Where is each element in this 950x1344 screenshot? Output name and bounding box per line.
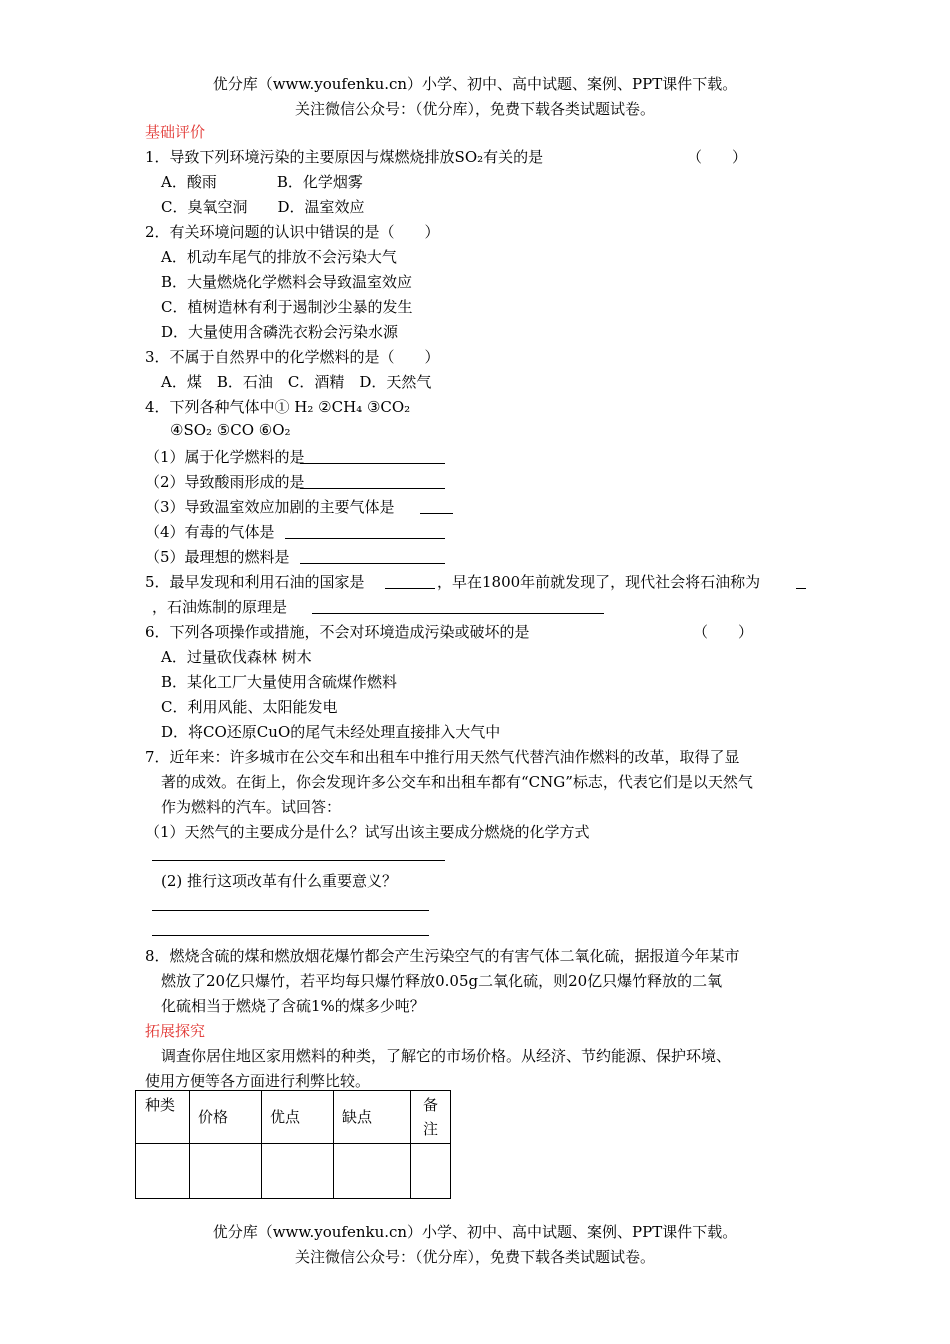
q6-option-d: D．将CO还原CuO的尾气未经处理直接排入大气中 bbox=[161, 723, 501, 741]
q8-line3: 化硫相当于燃烧了含硫1%的煤多少吨？ bbox=[161, 997, 425, 1015]
q4-sub4-blank[interactable] bbox=[285, 538, 445, 539]
q4-sub1: （1）属于化学燃料的是 bbox=[145, 448, 305, 466]
section-title-extension: 拓展探究 bbox=[145, 1022, 206, 1040]
q6-option-a: A．过量砍伐森林 树木 bbox=[161, 648, 312, 666]
q7-line1: 7．近年来：许多城市在公交车和出租车中推行用天然气代替汽油作燃料的改革，取得了显 bbox=[145, 748, 740, 766]
extension-line1: 调查你居住地区家用燃料的种类，了解它的市场价格。从经济、节约能源、保护环境、 bbox=[161, 1047, 732, 1065]
q4-stem: 4．下列各种气体中① H₂ ②CH₄ ③CO₂ bbox=[145, 398, 411, 416]
q5-blank-principle[interactable] bbox=[312, 613, 604, 614]
table-cell-price[interactable] bbox=[190, 1144, 262, 1199]
q7-sub1: （1）天然气的主要成分是什么？试写出该主要成分燃烧的化学方式 bbox=[145, 823, 590, 841]
q8-line2: 燃放了20亿只爆竹，若平均每只爆竹释放0.05g二氧化硫，则20亿只爆竹释放的二氧 bbox=[161, 972, 723, 990]
q7-sub2-blank-1[interactable] bbox=[152, 910, 429, 911]
q2-option-d: D．大量使用含磷洗衣粉会污染水源 bbox=[161, 323, 399, 341]
table-cell-type[interactable] bbox=[136, 1144, 190, 1199]
q4-sub3-blank[interactable] bbox=[420, 513, 453, 514]
q5-part3: ，石油炼制的原理是 bbox=[152, 598, 288, 616]
q4-sub2-blank[interactable] bbox=[300, 488, 445, 489]
section-title-basic: 基础评价 bbox=[145, 123, 206, 141]
header-line-2: 关注微信公众号：（优分库），免费下载各类试题试卷。 bbox=[294, 100, 655, 118]
q1-options-row2: C．臭氧空洞 D．温室效应 bbox=[161, 198, 365, 216]
table-row bbox=[136, 1144, 451, 1199]
q2-option-b: B．大量燃烧化学燃料会导致温室效应 bbox=[161, 273, 413, 291]
q5-blank-name[interactable] bbox=[796, 588, 806, 589]
q3-options: A．煤 B．石油 C．酒精 D．天然气 bbox=[161, 373, 432, 391]
q4-sub2: （2）导致酸雨形成的是 bbox=[145, 473, 305, 491]
q1-options-row1: A．酸雨 B．化学烟雾 bbox=[161, 173, 363, 191]
extension-line2: 使用方便等各方面进行利弊比较。 bbox=[145, 1072, 371, 1090]
table-header-disadvantages: 缺点 bbox=[334, 1091, 411, 1144]
q7-sub2-blank-2[interactable] bbox=[152, 935, 429, 936]
q2-option-c: C．植树造林有利于遏制沙尘暴的发生 bbox=[161, 298, 413, 316]
table-cell-advantages[interactable] bbox=[262, 1144, 334, 1199]
q5-part2: ，早在1800年前就发现了，现代社会将石油称为 bbox=[437, 573, 761, 591]
comparison-table bbox=[135, 1090, 451, 1199]
q1-stem: 1．导致下列环境污染的主要原因与煤燃烧排放SO₂有关的是 bbox=[145, 148, 544, 166]
table-header-advantages: 优点 bbox=[262, 1091, 334, 1144]
q5-part1: 5．最早发现和利用石油的国家是 bbox=[145, 573, 365, 591]
q4-sub5-blank[interactable] bbox=[300, 563, 445, 564]
q7-line3: 作为燃料的汽车。试回答： bbox=[161, 798, 342, 816]
footer-line-2: 关注微信公众号：（优分库），免费下载各类试题试卷。 bbox=[294, 1248, 655, 1266]
q4-sub1-blank[interactable] bbox=[300, 463, 445, 464]
q7-line2: 著的成效。在街上，你会发现许多公交车和出租车都有“CNG”标志，代表它们是以天然气 bbox=[161, 773, 753, 791]
q5-blank-country[interactable] bbox=[385, 588, 435, 589]
q4-sub5: （5）最理想的燃料是 bbox=[145, 548, 290, 566]
q6-option-b: B．某化工厂大量使用含硫煤作燃料 bbox=[161, 673, 398, 691]
table-cell-disadvantages[interactable] bbox=[334, 1144, 411, 1199]
q4-sub3: （3）导致温室效应加剧的主要气体是 bbox=[145, 498, 395, 516]
table-header-price: 价格 bbox=[190, 1091, 262, 1144]
table-cell-notes[interactable] bbox=[411, 1144, 451, 1199]
q4-sub4: （4）有毒的气体是 bbox=[145, 523, 275, 541]
table-header-row bbox=[136, 1091, 451, 1144]
q4-stem-continued: ④SO₂ ⑤CO ⑥O₂ bbox=[170, 421, 291, 439]
footer-line-1: 优分库（www.youfenku.cn）小学、初中、高中试题、案例、PPT课件下载。 bbox=[212, 1223, 738, 1241]
header-line-1: 优分库（www.youfenku.cn）小学、初中、高中试题、案例、PPT课件下载。 bbox=[212, 75, 738, 93]
q3-stem: 3．不属于自然界中的化学燃料的是（ ） bbox=[145, 348, 440, 366]
q6-option-c: C．利用风能、太阳能发电 bbox=[161, 698, 338, 716]
q2-stem: 2．有关环境问题的认识中错误的是（ ） bbox=[145, 223, 440, 241]
q2-option-a: A．机动车尾气的排放不会污染大气 bbox=[161, 248, 397, 266]
q7-sub1-blank[interactable] bbox=[152, 860, 445, 861]
table-header-notes: 备注 bbox=[411, 1091, 451, 1144]
q8-line1: 8．燃烧含硫的煤和燃放烟花爆竹都会产生污染空气的有害气体二氧化硫，据报道今年某市 bbox=[145, 947, 740, 965]
q1-answer-paren: （ ） bbox=[687, 148, 748, 166]
q7-sub2: (2) 推行这项改革有什么重要意义？ bbox=[161, 872, 398, 890]
q6-answer-paren: （ ） bbox=[693, 623, 754, 641]
table-header-type: 种类 bbox=[136, 1091, 190, 1144]
q6-stem: 6．下列各项操作或措施，不会对环境造成污染或破坏的是 bbox=[145, 623, 530, 641]
